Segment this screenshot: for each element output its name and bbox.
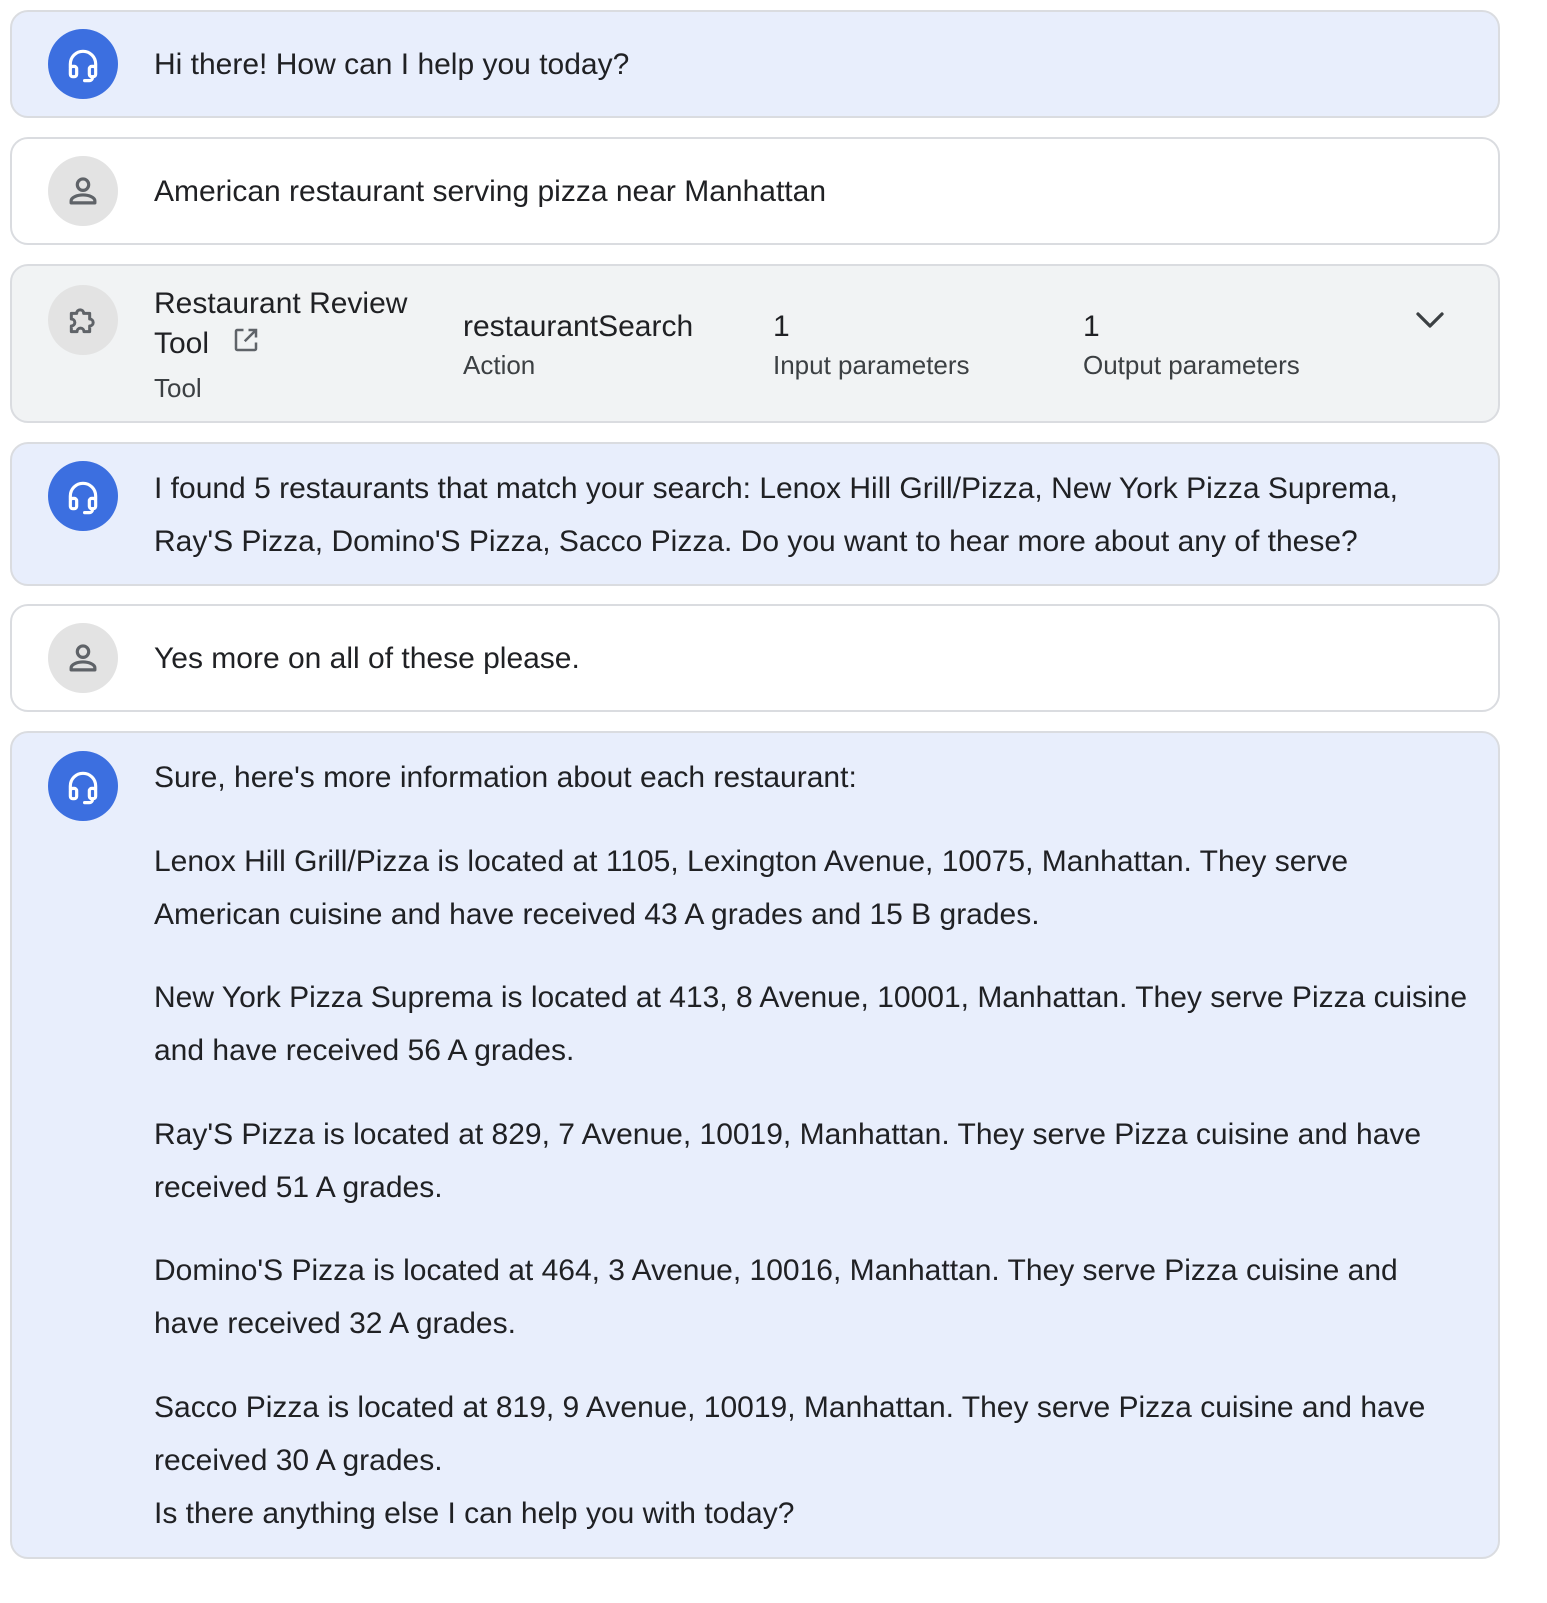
tool-name-text: Restaurant Review Tool [154,287,408,360]
tool-output-column [1083,308,1300,382]
restaurant-detail: Lenox Hill Grill/Pizza is located at 1105, Lexington Avenue, 10075, Manhattan. They serve American cuisine and have received 43 A grades and 15 B grades. [154,845,1349,931]
restaurant-detail: Domino'S Pizza is located at 464, 3 Avenue, 10016, Manhattan. They serve Pizza cuisine and have received 32 A grades. [154,1254,1398,1340]
tool-input-column [773,308,970,382]
agent-avatar [48,461,118,531]
agent-message-results [10,442,1500,586]
details-intro: Sure, here's more information about each restaurant: [154,761,857,794]
agent-message-details [10,731,1500,1559]
chevron-down-icon[interactable] [1410,302,1450,343]
user-message-query [10,137,1500,245]
restaurant-detail: New York Pizza Suprema is located at 413, 8 Avenue, 10001, Manhattan. They serve Pizza cuisine and have received 56 A grades. [154,981,1468,1067]
tool-name [154,284,434,366]
user-avatar [48,623,118,693]
agent-message-greeting [10,10,1500,118]
person-icon [64,172,102,210]
tool-avatar [48,285,118,355]
message-text: American restaurant serving pizza near Manhattan [154,175,827,208]
message-text: I found 5 restaurants that match your search: Lenox Hill Grill/Pizza, New York Pizza Suprema, Ray'S Pizza, Domino'S Pizza, Sacco Pizza. Do you want to hear more about any of these? [154,472,1398,558]
output-parameter-count: 1 [1083,310,1100,343]
restaurant-detail: Sacco Pizza is located at 819, 9 Avenue, 10019, Manhattan. They serve Pizza cuisine and have received 30 A grades. [154,1391,1426,1477]
message-text: Hi there! How can I help you today? [154,48,630,81]
tool-type-label: Tool [154,373,202,403]
open-in-new-icon[interactable] [231,325,261,366]
headset-icon [64,477,102,515]
user-message-followup [10,604,1500,712]
tool-action-label: Action [463,350,536,380]
message-text [154,751,1468,1540]
restaurant-detail: Ray'S Pizza is located at 829, 7 Avenue, 10019, Manhattan. They serve Pizza cuisine and have received 51 A grades. [154,1118,1422,1204]
tool-action-column [463,308,693,382]
agent-avatar [48,751,118,821]
headset-icon [64,45,102,83]
person-icon [64,639,102,677]
tool-call-card[interactable] [10,264,1500,423]
input-parameter-label: Input parameters [773,350,970,380]
headset-icon [64,767,102,805]
user-avatar [48,156,118,226]
details-closing: Is there anything else I can help you with today? [154,1497,795,1530]
message-text: Yes more on all of these please. [154,642,580,675]
agent-avatar [48,29,118,99]
tool-action-name: restaurantSearch [463,310,694,343]
output-parameter-label: Output parameters [1083,350,1300,380]
puzzle-icon [63,300,103,340]
input-parameter-count: 1 [773,310,790,343]
